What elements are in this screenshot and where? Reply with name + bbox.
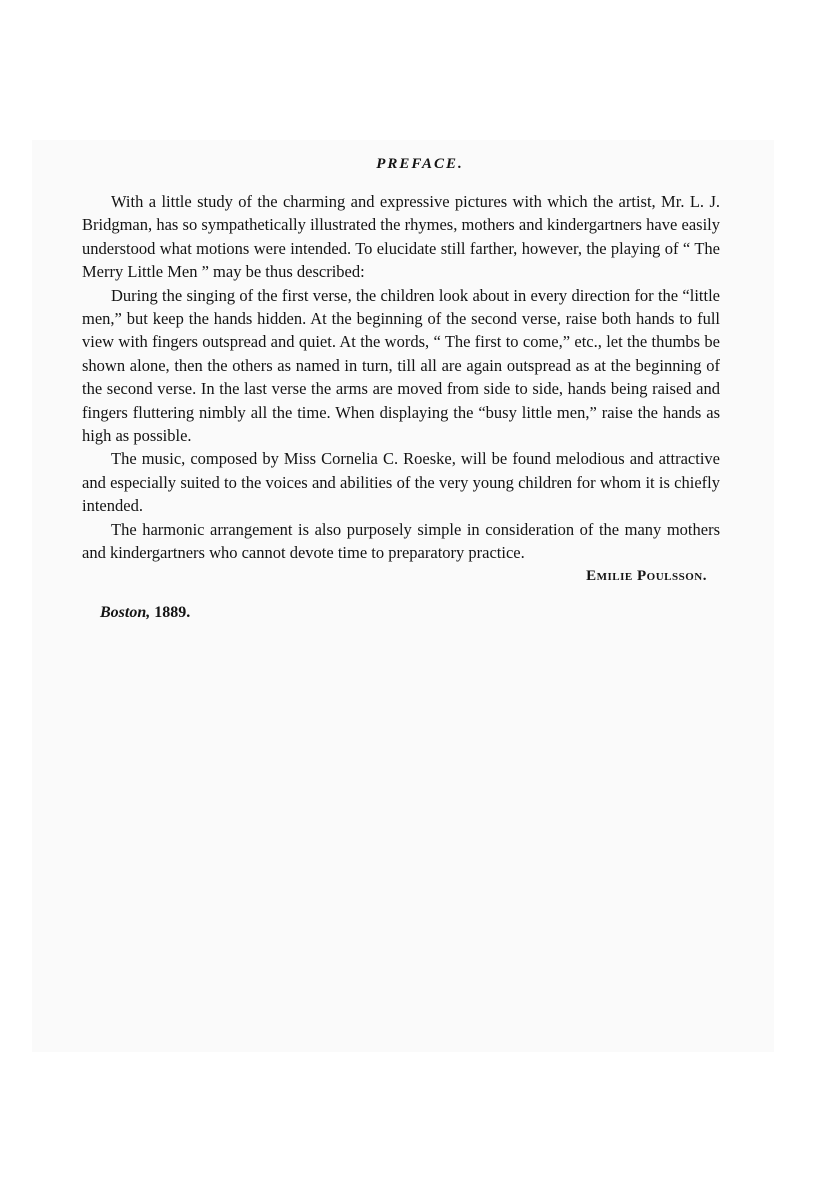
paragraph-music: The music, composed by Miss Cornelia C. Roeske, will be found melodious and attractive and especially suited to the voices and abilities of the very young children for whom it is chiefly intended. — [82, 449, 720, 516]
preface-body — [82, 190, 720, 587]
paragraph-motions: With a little study of the charming and expressive pictures with which the artist, Mr. L. J. Bridgman, has so sympathetically illustrated the rhymes, mothers and kindergartners have easily understood what motions were intended. To elucidate still farther, however, the playing of “ The Merry Little Men ” may be thus described: — [82, 192, 720, 282]
year: 1889. — [154, 604, 191, 621]
paragraph-play-description: During the singing of the first verse, the children look about in every direction for the “little men,” but keep the hands hidden. At the beginning of the second verse, raise both hands to full view with fingers outspread and quiet. At the words, “ The first to come,” etc., let the thumbs be shown alone, then the others as named in turn, till all are again outspread as at the beginning of the second verse. In the last verse the arms are moved from side to side, hands being raised and fingers fluttering nimbly all the time. When displaying the “busy little men,” raise the hands as high as possible. — [82, 285, 720, 446]
author-signature: Emilie Poulsson. — [586, 567, 707, 584]
page-title: PREFACE. — [376, 156, 464, 172]
place-date — [100, 604, 190, 622]
paragraph-arrangement: The harmonic arrangement is also purposely simple in consideration of the many mothers and kindergartners who cannot devote time to preparatory practice. — [82, 519, 720, 563]
place-name: Boston, — [100, 604, 151, 621]
